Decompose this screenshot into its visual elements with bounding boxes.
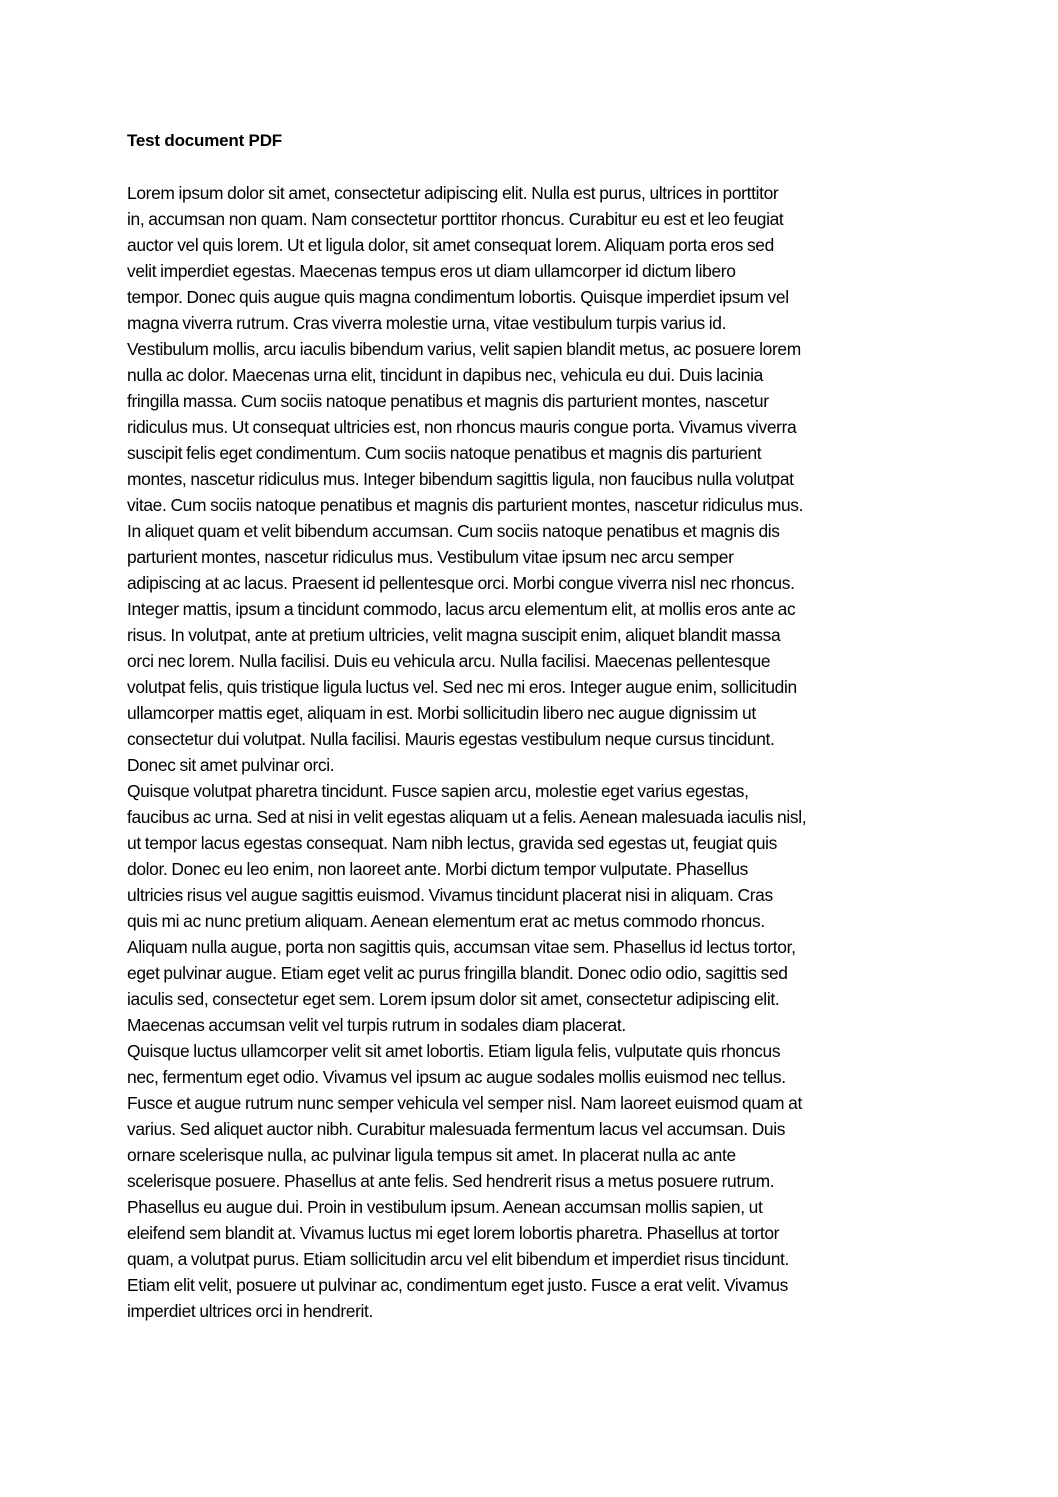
paragraph: [127, 778, 947, 1038]
text-line: imperdiet ultrices orci in hendrerit.: [127, 1301, 374, 1321]
text-line: Donec sit amet pulvinar orci.: [127, 755, 335, 775]
text-line: in, accumsan non quam. Nam consectetur porttitor rhoncus. Curabitur eu est et leo feugiat: [127, 209, 784, 229]
text-line: velit imperdiet egestas. Maecenas tempus eros ut diam ullamcorper id dictum libero: [127, 261, 736, 281]
text-line: Lorem ipsum dolor sit amet, consectetur adipiscing elit. Nulla est purus, ultrices in porttitor: [127, 183, 779, 203]
text-line: dolor. Donec eu leo enim, non laoreet ante. Morbi dictum tempor vulputate. Phasellus: [127, 859, 748, 879]
text-line: risus. In volutpat, ante at pretium ultricies, velit magna suscipit enim, aliquet blandit massa: [127, 625, 781, 645]
text-line: vitae. Cum sociis natoque penatibus et magnis dis parturient montes, nascetur ridiculus mus.: [127, 495, 804, 515]
text-line: Vestibulum mollis, arcu iaculis bibendum varius, velit sapien blandit metus, ac posuere lorem: [127, 339, 801, 359]
document-title: Test document PDF: [127, 131, 282, 150]
text-line: ullamcorper mattis eget, aliquam in est. Morbi sollicitudin libero nec augue dignissim ut: [127, 703, 756, 723]
text-line: suscipit felis eget condimentum. Cum sociis natoque penatibus et magnis dis parturient: [127, 443, 762, 463]
text-line: Integer mattis, ipsum a tincidunt commodo, lacus arcu elementum elit, at mollis eros ante ac: [127, 599, 796, 619]
text-line: faucibus ac urna. Sed at nisi in velit egestas aliquam ut a felis. Aenean malesuada iaculis nisl,: [127, 807, 807, 827]
text-line: quam, a volutpat purus. Etiam sollicitudin arcu vel elit bibendum et imperdiet risus tincidunt.: [127, 1249, 790, 1269]
text-line: ornare scelerisque nulla, ac pulvinar ligula tempus sit amet. In placerat nulla ac ante: [127, 1145, 736, 1165]
text-line: eget pulvinar augue. Etiam eget velit ac purus fringilla blandit. Donec odio odio, sagittis sed: [127, 963, 788, 983]
text-line: ultricies risus vel augue sagittis euismod. Vivamus tincidunt placerat nisi in aliquam. Cras: [127, 885, 773, 905]
document-body: [127, 128, 947, 1324]
text-line: adipiscing at ac lacus. Praesent id pellentesque orci. Morbi congue viverra nisl nec rhoncus.: [127, 573, 795, 593]
text-line: montes, nascetur ridiculus mus. Integer bibendum sagittis ligula, non faucibus nulla volutpat: [127, 469, 794, 489]
text-line: magna viverra rutrum. Cras viverra molestie urna, vitae vestibulum turpis varius id.: [127, 313, 727, 333]
text-line: orci nec lorem. Nulla facilisi. Duis eu vehicula arcu. Nulla facilisi. Maecenas pellentesque: [127, 651, 771, 671]
text-line: varius. Sed aliquet auctor nibh. Curabitur malesuada fermentum lacus vel accumsan. Duis: [127, 1119, 786, 1139]
text-line: parturient montes, nascetur ridiculus mus. Vestibulum vitae ipsum nec arcu semper: [127, 547, 734, 567]
text-line: nulla ac dolor. Maecenas urna elit, tincidunt in dapibus nec, vehicula eu dui. Duis lacinia: [127, 365, 763, 385]
paragraph: [127, 180, 947, 778]
paragraph: [127, 1038, 947, 1324]
text-line: scelerisque posuere. Phasellus at ante felis. Sed hendrerit risus a metus posuere rutrum.: [127, 1171, 775, 1191]
text-line: eleifend sem blandit at. Vivamus luctus mi eget lorem lobortis pharetra. Phasellus at tortor: [127, 1223, 780, 1243]
text-line: Maecenas accumsan velit vel turpis rutrum in sodales diam placerat.: [127, 1015, 626, 1035]
text-line: Quisque luctus ullamcorper velit sit amet lobortis. Etiam ligula felis, vulputate quis rhoncus: [127, 1041, 781, 1061]
text-line: Fusce et augue rutrum nunc semper vehicula vel semper nisl. Nam laoreet euismod quam at: [127, 1093, 802, 1113]
text-line: fringilla massa. Cum sociis natoque penatibus et magnis dis parturient montes, nascetur: [127, 391, 769, 411]
text-line: tempor. Donec quis augue quis magna condimentum lobortis. Quisque imperdiet ipsum vel: [127, 287, 789, 307]
text-line: auctor vel quis lorem. Ut et ligula dolor, sit amet consequat lorem. Aliquam porta eros sed: [127, 235, 774, 255]
text-line: nec, fermentum eget odio. Vivamus vel ipsum ac augue sodales mollis euismod nec tellus.: [127, 1067, 786, 1087]
document-paragraphs: [127, 180, 947, 1324]
text-line: Aliquam nulla augue, porta non sagittis quis, accumsan vitae sem. Phasellus id lectus tortor,: [127, 937, 796, 957]
text-line: Quisque volutpat pharetra tincidunt. Fusce sapien arcu, molestie eget varius egestas,: [127, 781, 749, 801]
text-line: consectetur dui volutpat. Nulla facilisi. Mauris egestas vestibulum neque cursus tincidunt.: [127, 729, 775, 749]
text-line: iaculis sed, consectetur eget sem. Lorem ipsum dolor sit amet, consectetur adipiscing elit.: [127, 989, 780, 1009]
text-line: Phasellus eu augue dui. Proin in vestibulum ipsum. Aenean accumsan mollis sapien, ut: [127, 1197, 763, 1217]
text-line: ridiculus mus. Ut consequat ultricies est, non rhoncus mauris congue porta. Vivamus viverra: [127, 417, 797, 437]
text-line: volutpat felis, quis tristique ligula luctus vel. Sed nec mi eros. Integer augue enim, sollicitudin: [127, 677, 797, 697]
text-line: ut tempor lacus egestas consequat. Nam nibh lectus, gravida sed egestas ut, feugiat quis: [127, 833, 778, 853]
text-line: Etiam elit velit, posuere ut pulvinar ac, condimentum eget justo. Fusce a erat velit. Vivamus: [127, 1275, 788, 1295]
text-line: quis mi ac nunc pretium aliquam. Aenean elementum erat ac metus commodo rhoncus.: [127, 911, 765, 931]
text-line: In aliquet quam et velit bibendum accumsan. Cum sociis natoque penatibus et magnis dis: [127, 521, 780, 541]
